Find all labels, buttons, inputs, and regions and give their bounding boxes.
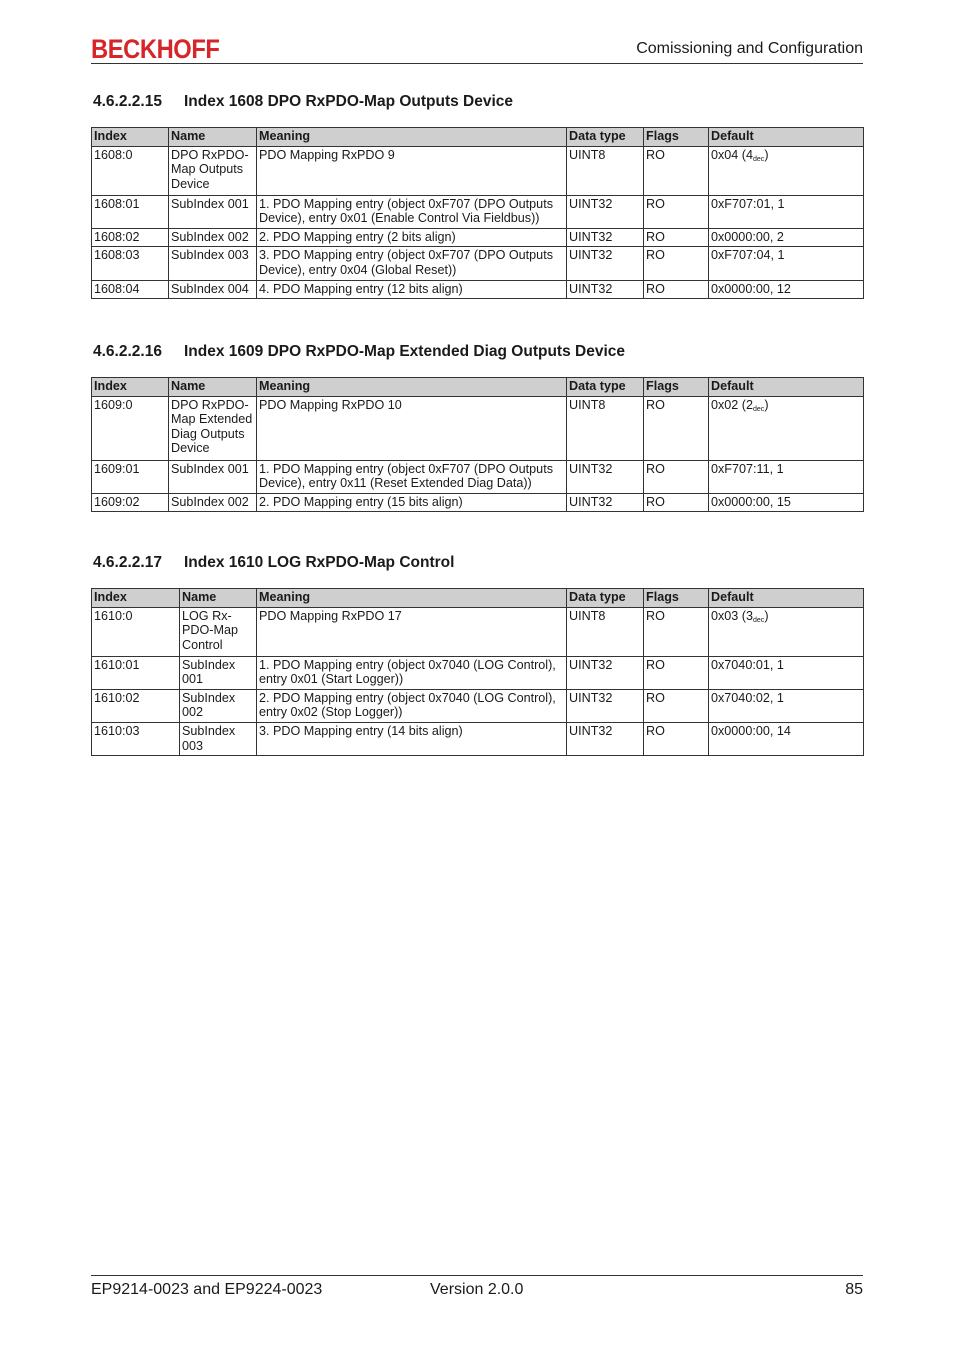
- cell-default: 0xF707:11, 1: [709, 460, 864, 493]
- cell-type: UINT32: [567, 280, 644, 299]
- cell-flags: RO: [644, 146, 709, 195]
- header-divider: [91, 63, 863, 64]
- cell-default: 0x0000:00, 15: [709, 493, 864, 512]
- cell-type: UINT32: [567, 722, 644, 755]
- cell-flags: RO: [644, 396, 709, 460]
- cell-meaning: 2. PDO Mapping entry (object 0x7040 (LOG Control), entry 0x02 (Stop Logger)): [257, 689, 567, 722]
- table-row: [92, 396, 864, 460]
- col-name: Name: [169, 378, 257, 397]
- footer-page-number: 85: [845, 1281, 863, 1298]
- cell-default: 0xF707:04, 1: [709, 247, 864, 280]
- cell-flags: RO: [644, 247, 709, 280]
- col-flags: Flags: [644, 128, 709, 147]
- cell-flags: RO: [644, 493, 709, 512]
- cell-index: 1608:01: [92, 195, 169, 228]
- cell-name: SubIndex 004: [169, 280, 257, 299]
- table-row: [92, 247, 864, 280]
- default-value: 0x03 (3: [711, 608, 754, 623]
- table-row: [92, 656, 864, 689]
- cell-meaning: 2. PDO Mapping entry (2 bits align): [257, 228, 567, 247]
- table-header-row: [92, 589, 864, 608]
- cell-name: LOG Rx-PDO-Map Control: [180, 607, 257, 656]
- cell-type: UINT32: [567, 689, 644, 722]
- cell-flags: RO: [644, 722, 709, 755]
- cell-index: 1610:0: [92, 607, 180, 656]
- col-default: Default: [709, 128, 864, 147]
- cell-name: SubIndex 002: [169, 228, 257, 247]
- default-value: 0x02 (2: [711, 397, 754, 412]
- cell-default: 0x7040:01, 1: [709, 656, 864, 689]
- footer-version: Version 2.0.0: [430, 1281, 524, 1298]
- cell-type: UINT32: [567, 228, 644, 247]
- section-heading-1610: [93, 554, 454, 572]
- col-name: Name: [180, 589, 257, 608]
- object-table-1609: [91, 377, 864, 512]
- cell-meaning: 2. PDO Mapping entry (15 bits align): [257, 493, 567, 512]
- table-row: [92, 460, 864, 493]
- section-title: Index 1609 DPO RxPDO-Map Extended Diag Outputs Device: [184, 343, 626, 360]
- table-row: [92, 228, 864, 247]
- cell-index: 1608:04: [92, 280, 169, 299]
- beckhoff-logo: BECKHOFF: [91, 34, 220, 64]
- cell-default: 0x0000:00, 14: [709, 722, 864, 755]
- default-value-end: ): [764, 608, 769, 623]
- default-subscript: dec: [753, 405, 765, 413]
- cell-meaning: 3. PDO Mapping entry (object 0xF707 (DPO Outputs Device), entry 0x04 (Global Reset)): [257, 247, 567, 280]
- default-value-end: ): [764, 147, 769, 162]
- cell-flags: RO: [644, 656, 709, 689]
- cell-name: DPO RxPDO-Map Extended Diag Outputs Device: [169, 396, 257, 460]
- cell-flags: RO: [644, 607, 709, 656]
- cell-name: SubIndex 001: [180, 656, 257, 689]
- cell-meaning: PDO Mapping RxPDO 9: [257, 146, 567, 195]
- cell-index: 1608:0: [92, 146, 169, 195]
- table-row: [92, 722, 864, 755]
- cell-meaning: PDO Mapping RxPDO 10: [257, 396, 567, 460]
- table-row: [92, 280, 864, 299]
- cell-index: 1609:0: [92, 396, 169, 460]
- section-title: Index 1610 LOG RxPDO-Map Control: [184, 554, 455, 571]
- cell-index: 1609:01: [92, 460, 169, 493]
- col-meaning: Meaning: [257, 378, 567, 397]
- cell-default: 0xF707:01, 1: [709, 195, 864, 228]
- cell-meaning: 1. PDO Mapping entry (object 0x7040 (LOG Control), entry 0x01 (Start Logger)): [257, 656, 567, 689]
- cell-type: UINT32: [567, 656, 644, 689]
- col-default: Default: [709, 589, 864, 608]
- cell-flags: RO: [644, 460, 709, 493]
- cell-name: DPO RxPDO-Map Outputs Device: [169, 146, 257, 195]
- section-title: Index 1608 DPO RxPDO-Map Outputs Device: [184, 93, 514, 110]
- table-header-row: [92, 128, 864, 147]
- cell-meaning: 1. PDO Mapping entry (object 0xF707 (DPO Outputs Device), entry 0x01 (Enable Control Via Fieldbus)): [257, 195, 567, 228]
- table-row: [92, 195, 864, 228]
- cell-default: 0x0000:00, 12: [709, 280, 864, 299]
- col-meaning: Meaning: [257, 589, 567, 608]
- object-table-1608: [91, 127, 864, 299]
- footer-divider: [91, 1275, 863, 1276]
- cell-type: UINT8: [567, 146, 644, 195]
- cell-index: 1610:03: [92, 722, 180, 755]
- cell-index: 1610:02: [92, 689, 180, 722]
- section-number: 4.6.2.2.15: [93, 93, 162, 110]
- cell-type: UINT32: [567, 460, 644, 493]
- cell-default: [709, 607, 864, 656]
- col-flags: Flags: [644, 589, 709, 608]
- col-data-type: Data type: [567, 128, 644, 147]
- footer-product: EP9214-0023 and EP9224-0023: [91, 1281, 323, 1298]
- cell-name: SubIndex 002: [169, 493, 257, 512]
- cell-default: [709, 146, 864, 195]
- cell-default: 0x7040:02, 1: [709, 689, 864, 722]
- cell-flags: RO: [644, 195, 709, 228]
- cell-default: [709, 396, 864, 460]
- col-meaning: Meaning: [257, 128, 567, 147]
- col-default: Default: [709, 378, 864, 397]
- default-subscript: dec: [753, 616, 765, 624]
- col-index: Index: [92, 378, 169, 397]
- cell-default: 0x0000:00, 2: [709, 228, 864, 247]
- col-flags: Flags: [644, 378, 709, 397]
- cell-name: SubIndex 003: [169, 247, 257, 280]
- cell-name: SubIndex 001: [169, 460, 257, 493]
- table-row: [92, 607, 864, 656]
- default-value: 0x04 (4: [711, 147, 754, 162]
- cell-meaning: PDO Mapping RxPDO 17: [257, 607, 567, 656]
- cell-name: SubIndex 003: [180, 722, 257, 755]
- cell-type: UINT32: [567, 247, 644, 280]
- table-row: [92, 689, 864, 722]
- cell-flags: RO: [644, 280, 709, 299]
- cell-index: 1610:01: [92, 656, 180, 689]
- section-heading-1608: [93, 93, 513, 111]
- col-data-type: Data type: [567, 378, 644, 397]
- table-row: [92, 493, 864, 512]
- cell-index: 1608:02: [92, 228, 169, 247]
- table-header-row: [92, 378, 864, 397]
- cell-index: 1609:02: [92, 493, 169, 512]
- cell-meaning: 3. PDO Mapping entry (14 bits align): [257, 722, 567, 755]
- cell-meaning: 1. PDO Mapping entry (object 0xF707 (DPO Outputs Device), entry 0x11 (Reset Extended Diag Data)): [257, 460, 567, 493]
- default-subscript: dec: [753, 155, 765, 163]
- cell-index: 1608:03: [92, 247, 169, 280]
- cell-type: UINT8: [567, 607, 644, 656]
- cell-type: UINT32: [567, 493, 644, 512]
- default-value-end: ): [764, 397, 769, 412]
- section-heading-1609: [93, 343, 625, 361]
- cell-name: SubIndex 002: [180, 689, 257, 722]
- col-index: Index: [92, 128, 169, 147]
- cell-name: SubIndex 001: [169, 195, 257, 228]
- cell-type: UINT32: [567, 195, 644, 228]
- cell-flags: RO: [644, 689, 709, 722]
- section-number: 4.6.2.2.17: [93, 554, 162, 571]
- col-index: Index: [92, 589, 180, 608]
- table-row: [92, 146, 864, 195]
- cell-meaning: 4. PDO Mapping entry (12 bits align): [257, 280, 567, 299]
- col-name: Name: [169, 128, 257, 147]
- section-number: 4.6.2.2.16: [93, 343, 162, 360]
- cell-type: UINT8: [567, 396, 644, 460]
- object-table-1610: [91, 588, 864, 756]
- col-data-type: Data type: [567, 589, 644, 608]
- cell-flags: RO: [644, 228, 709, 247]
- header-title: Comissioning and Configuration: [636, 40, 863, 57]
